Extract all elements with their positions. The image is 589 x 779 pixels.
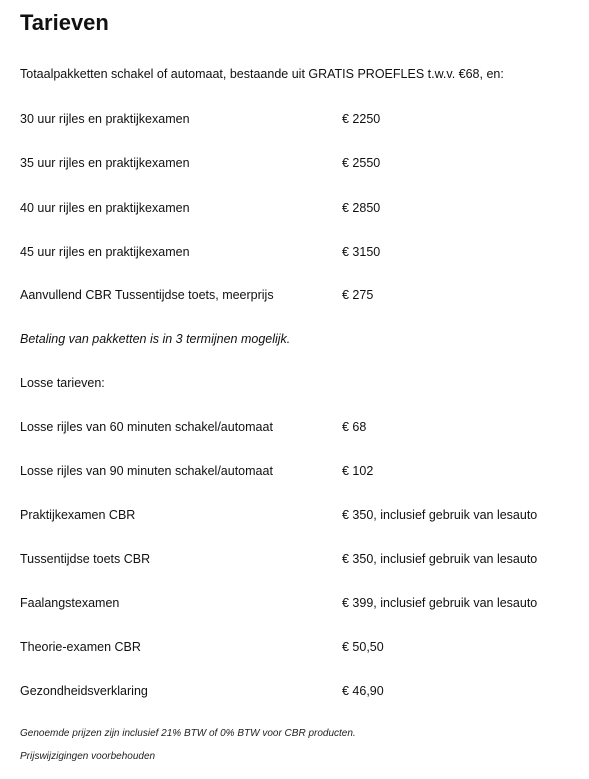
package-label: 35 uur rijles en praktijkexamen <box>20 156 190 170</box>
losse-row-theorie-examen <box>20 639 575 655</box>
losse-row-gezondheidsverklaring <box>20 683 575 699</box>
package-price: € 3150 <box>342 245 381 259</box>
package-price: € 2550 <box>342 156 381 170</box>
losse-label: Losse rijles van 90 minuten schakel/automaat <box>20 464 273 478</box>
losse-label: Gezondheidsverklaring <box>20 684 148 698</box>
losse-price: € 399, inclusief gebruik van lesauto <box>342 596 538 610</box>
losse-price: € 102 <box>342 464 374 478</box>
losse-label: Faalangstexamen <box>20 596 120 610</box>
losse-label: Tussentijdse toets CBR <box>20 552 151 566</box>
losse-label: Praktijkexamen CBR <box>20 508 136 522</box>
footnote-btw: Genoemde prijzen zijn inclusief 21% BTW of 0% BTW voor CBR producten. <box>20 728 356 739</box>
losse-row-praktijkexamen <box>20 507 575 523</box>
losse-row-faalangstexamen <box>20 595 575 611</box>
package-label: Aanvullend CBR Tussentijdse toets, meerprijs <box>20 288 274 302</box>
losse-price: € 350, inclusief gebruik van lesauto <box>342 552 538 566</box>
page-title: Tarieven <box>20 10 109 35</box>
footnote-prijswijzigingen: Prijswijzigingen voorbehouden <box>20 751 156 762</box>
package-row-cbr-toets <box>20 287 575 303</box>
losse-price: € 68 <box>342 420 367 434</box>
package-label: 45 uur rijles en praktijkexamen <box>20 245 190 259</box>
package-label: 30 uur rijles en praktijkexamen <box>20 112 190 126</box>
losse-row-tussentijdse-toets <box>20 551 575 567</box>
package-row-35 <box>20 155 575 171</box>
package-price: € 2250 <box>342 112 381 126</box>
package-row-40 <box>20 200 575 216</box>
losse-row-60 <box>20 419 575 435</box>
losse-price: € 50,50 <box>342 640 384 654</box>
losse-label: Losse rijles van 60 minuten schakel/automaat <box>20 420 273 434</box>
losse-label: Theorie-examen CBR <box>20 640 141 654</box>
losse-price: € 46,90 <box>342 684 384 698</box>
losse-price: € 350, inclusief gebruik van lesauto <box>342 508 538 522</box>
package-label: 40 uur rijles en praktijkexamen <box>20 201 190 215</box>
package-price: € 2850 <box>342 201 381 215</box>
intro-text: Totaalpakketten schakel of automaat, bestaande uit GRATIS PROEFLES t.w.v. €68, en: <box>20 67 504 81</box>
losse-heading: Losse tarieven: <box>20 376 105 390</box>
package-price: € 275 <box>342 288 374 302</box>
package-row-45 <box>20 244 575 260</box>
payment-note: Betaling van pakketten is in 3 termijnen mogelijk. <box>20 332 291 346</box>
package-row-30 <box>20 111 575 127</box>
losse-row-90 <box>20 463 575 479</box>
